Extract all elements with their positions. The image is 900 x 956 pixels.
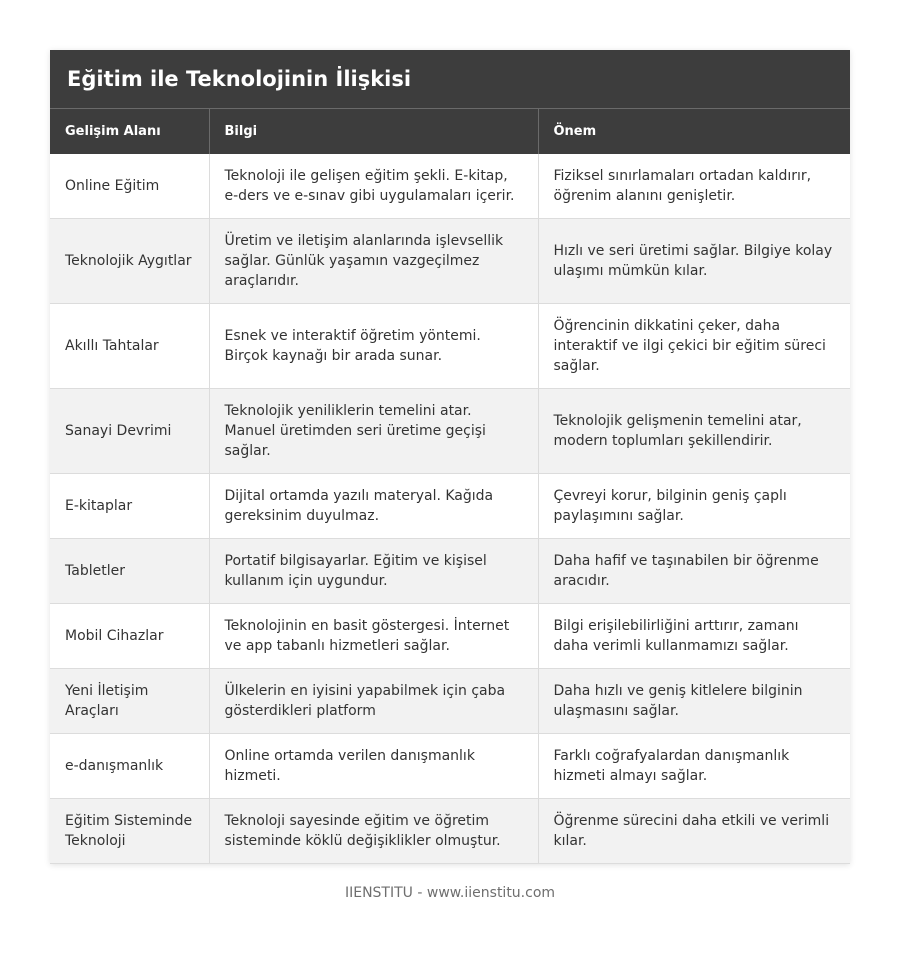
table-cell: Portatif bilgisayarlar. Eğitim ve kişisel kullanım için uygundur. [209,539,538,604]
column-header: Önem [538,109,850,154]
table-card [50,50,850,864]
table-row [50,539,850,604]
table-cell: Teknolojik yeniliklerin temelini atar. Manuel üretimden seri üretime geçişi sağlar. [209,389,538,474]
table-row [50,304,850,389]
table-cell: Ülkelerin en iyisini yapabilmek için çaba gösterdikleri platform [209,669,538,734]
table-cell: Teknoloji sayesinde eğitim ve öğretim sisteminde köklü değişiklikler olmuştur. [209,799,538,864]
table-cell: Öğrenme sürecini daha etkili ve verimli kılar. [538,799,850,864]
table-cell: Teknolojik gelişmenin temelini atar, modern toplumları şekillendirir. [538,389,850,474]
table-row [50,474,850,539]
table-cell: Online Eğitim [50,154,209,219]
table-row [50,604,850,669]
table-header-row [50,109,850,154]
table-cell: Tabletler [50,539,209,604]
table-cell: Çevreyi korur, bilginin geniş çaplı paylaşımını sağlar. [538,474,850,539]
footer-credit: IIENSTITU - www.iienstitu.com [344,885,556,901]
title-bar [50,50,850,108]
table-cell: Daha hızlı ve geniş kitlelere bilginin ulaşmasını sağlar. [538,669,850,734]
table-cell: Esnek ve interaktif öğretim yöntemi. Birçok kaynağı bir arada sunar. [209,304,538,389]
page-title: Eğitim ile Teknolojinin İlişkisi [67,67,412,91]
table-cell: Eğitim Sisteminde Teknoloji [50,799,209,864]
column-header: Gelişim Alanı [50,109,209,154]
table-row [50,799,850,864]
table-row [50,154,850,219]
table-row [50,734,850,799]
table-cell: Daha hafif ve taşınabilen bir öğrenme aracıdır. [538,539,850,604]
table-cell: Teknolojik Aygıtlar [50,219,209,304]
table-cell: Teknolojinin en basit göstergesi. İnternet ve app tabanlı hizmetleri sağlar. [209,604,538,669]
table-cell: Teknoloji ile gelişen eğitim şekli. E-kitap, e-ders ve e-sınav gibi uygulamaları içerir. [209,154,538,219]
table-cell: Akıllı Tahtalar [50,304,209,389]
table-cell: E-kitaplar [50,474,209,539]
table-cell: Bilgi erişilebilirliğini arttırır, zamanı daha verimli kullanmamızı sağlar. [538,604,850,669]
table-cell: Fiziksel sınırlamaları ortadan kaldırır, öğrenim alanını genişletir. [538,154,850,219]
table-cell: Online ortamda verilen danışmanlık hizmeti. [209,734,538,799]
table-cell: Dijital ortamda yazılı materyal. Kağıda gereksinim duyulmaz. [209,474,538,539]
table-cell: Üretim ve iletişim alanlarında işlevsellik sağlar. Günlük yaşamın vazgeçilmez araçlarıdır. [209,219,538,304]
table-cell: Öğrencinin dikkatini çeker, daha interaktif ve ilgi çekici bir eğitim süreci sağlar. [538,304,850,389]
column-header: Bilgi [209,109,538,154]
data-table [50,108,850,864]
table-cell: Yeni İletişim Araçları [50,669,209,734]
table-row [50,219,850,304]
table-cell: Sanayi Devrimi [50,389,209,474]
table-row [50,669,850,734]
table-cell: Farklı coğrafyalardan danışmanlık hizmeti almayı sağlar. [538,734,850,799]
table-row [50,389,850,474]
table-cell: Hızlı ve seri üretimi sağlar. Bilgiye kolay ulaşımı mümkün kılar. [538,219,850,304]
table-cell: Mobil Cihazlar [50,604,209,669]
table-cell: e-danışmanlık [50,734,209,799]
